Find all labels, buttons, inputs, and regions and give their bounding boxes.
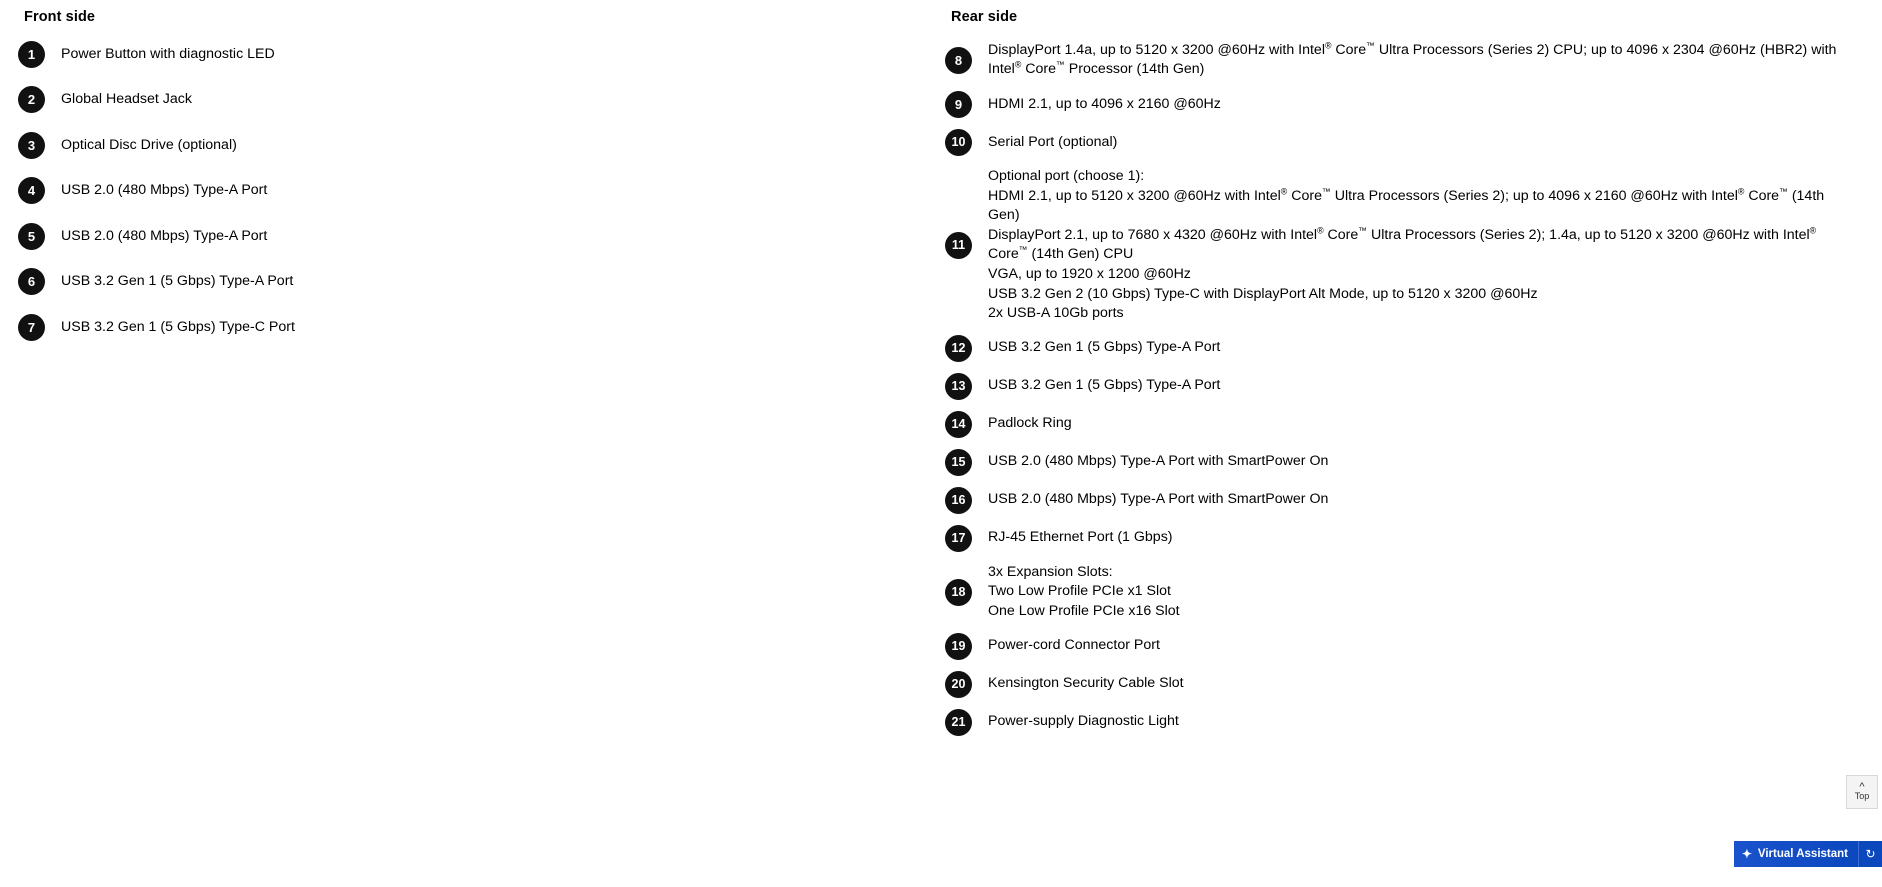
callout-number-badge: 17: [945, 525, 972, 552]
list-item-text: RJ-45 Ethernet Port (1 Gbps): [988, 529, 1173, 546]
list-item-text: USB 2.0 (480 Mbps) Type-A Port with SmartPower On: [988, 453, 1329, 470]
list-item: [945, 41, 1850, 80]
list-item: [18, 223, 918, 269]
rear-side-column: [945, 0, 1850, 747]
front-side-title: Front side: [24, 9, 96, 25]
list-item-text: USB 2.0 (480 Mbps) Type-A Port: [61, 227, 268, 244]
list-item-text: Optional port (choose 1): HDMI 2.1, up to 5120 x 3200 @60Hz with Intel® Core™ Ultra Processors (Series 2); up to 4096 x 2160 @60Hz with Intel® Core™ (14th Gen) DisplayPort 2.1, up to 7680 x 4320 @60Hz with Intel® Core™ Ultra Processors (Series 2); 1.4a, up to 5120 x 3200 @60Hz with Intel® Core™ (14th Gen) CPU VGA, up to 1920 x 1200 @60Hz USB 3.2 Gen 2 (10 Gbps) Type-C with DisplayPort Alt Mode, up to 5120 x 3200 @60Hz 2x USB-A 10Gb ports: [988, 168, 1825, 322]
callout-number-badge: 8: [945, 47, 972, 74]
list-item: [945, 709, 1850, 736]
list-item-text: HDMI 2.1, up to 4096 x 2160 @60Hz: [988, 95, 1221, 112]
refresh-icon: ↻: [1865, 847, 1876, 861]
callout-number-badge: 12: [945, 335, 972, 362]
list-item: [18, 132, 918, 178]
list-item: [18, 41, 918, 87]
list-item-text: USB 2.0 (480 Mbps) Type-A Port: [61, 182, 268, 199]
list-item: [18, 268, 918, 314]
callout-number-badge: 20: [945, 671, 972, 698]
list-item: [945, 91, 1850, 118]
list-item: [945, 167, 1850, 324]
list-item: [945, 449, 1850, 476]
callout-number-badge: 3: [18, 132, 45, 159]
callout-number-badge: 6: [18, 268, 45, 295]
back-to-top-label: Top: [1854, 791, 1870, 801]
callout-number-badge: 19: [945, 633, 972, 660]
list-item-text: USB 3.2 Gen 1 (5 Gbps) Type-C Port: [61, 318, 295, 335]
list-item: [945, 563, 1850, 622]
list-item-text: Kensington Security Cable Slot: [988, 675, 1184, 692]
list-item-text: Padlock Ring: [988, 415, 1072, 432]
list-item-text: Power-cord Connector Port: [988, 637, 1160, 654]
front-side-list: [18, 41, 918, 360]
list-item: [945, 671, 1850, 698]
callout-number-badge: 1: [18, 41, 45, 68]
list-item: [945, 487, 1850, 514]
list-item: [18, 177, 918, 223]
callout-number-badge: 4: [18, 177, 45, 204]
rear-side-title: Rear side: [951, 9, 1018, 25]
list-item-text: 3x Expansion Slots: Two Low Profile PCIe x1 Slot One Low Profile PCIe x16 Slot: [988, 563, 1180, 619]
callout-number-badge: 10: [945, 129, 972, 156]
callout-number-badge: 11: [945, 232, 972, 259]
virtual-assistant-bar[interactable]: [1734, 841, 1882, 867]
list-item: [18, 86, 918, 132]
list-item-text: USB 2.0 (480 Mbps) Type-A Port with SmartPower On: [988, 491, 1329, 508]
list-item-text: Power Button with diagnostic LED: [61, 45, 275, 62]
callout-number-badge: 7: [18, 314, 45, 341]
list-item-text: Serial Port (optional): [988, 133, 1118, 150]
list-item-text: Optical Disc Drive (optional): [61, 136, 237, 153]
list-item-text: USB 3.2 Gen 1 (5 Gbps) Type-A Port: [988, 377, 1221, 394]
sparkle-icon: ✦: [1741, 847, 1752, 861]
callout-number-badge: 21: [945, 709, 972, 736]
list-item: [945, 633, 1850, 660]
chevron-up-icon: ^: [1859, 781, 1865, 793]
front-side-column: [18, 0, 918, 359]
callout-number-badge: 14: [945, 411, 972, 438]
list-item: [945, 373, 1850, 400]
list-item-text: DisplayPort 1.4a, up to 5120 x 3200 @60Hz with Intel® Core™ Ultra Processors (Series 2) CPU; up to 4096 x 2304 @60Hz (HBR2) with Intel® Core™ Processor (14th Gen): [988, 40, 1837, 78]
list-item: [945, 335, 1850, 362]
callout-number-badge: 5: [18, 223, 45, 250]
list-item-text: USB 3.2 Gen 1 (5 Gbps) Type-A Port: [988, 339, 1221, 356]
list-item: [18, 314, 918, 360]
list-item: [945, 411, 1850, 438]
callout-number-badge: 15: [945, 449, 972, 476]
list-item: [945, 525, 1850, 552]
virtual-assistant-button[interactable]: [1734, 841, 1858, 867]
virtual-assistant-label: Virtual Assistant: [1757, 848, 1848, 860]
list-item-text: Power-supply Diagnostic Light: [988, 713, 1179, 730]
callout-number-badge: 2: [18, 86, 45, 113]
back-to-top-button[interactable]: [1846, 775, 1878, 809]
assistant-refresh-button[interactable]: [1858, 841, 1882, 867]
list-item-text: Global Headset Jack: [61, 91, 192, 108]
callout-number-badge: 13: [945, 373, 972, 400]
callout-number-badge: 16: [945, 487, 972, 514]
list-item: [945, 129, 1850, 156]
list-item-text: USB 3.2 Gen 1 (5 Gbps) Type-A Port: [61, 273, 294, 290]
callout-number-badge: 9: [945, 91, 972, 118]
callout-number-badge: 18: [945, 579, 972, 606]
rear-side-list: [945, 41, 1850, 736]
